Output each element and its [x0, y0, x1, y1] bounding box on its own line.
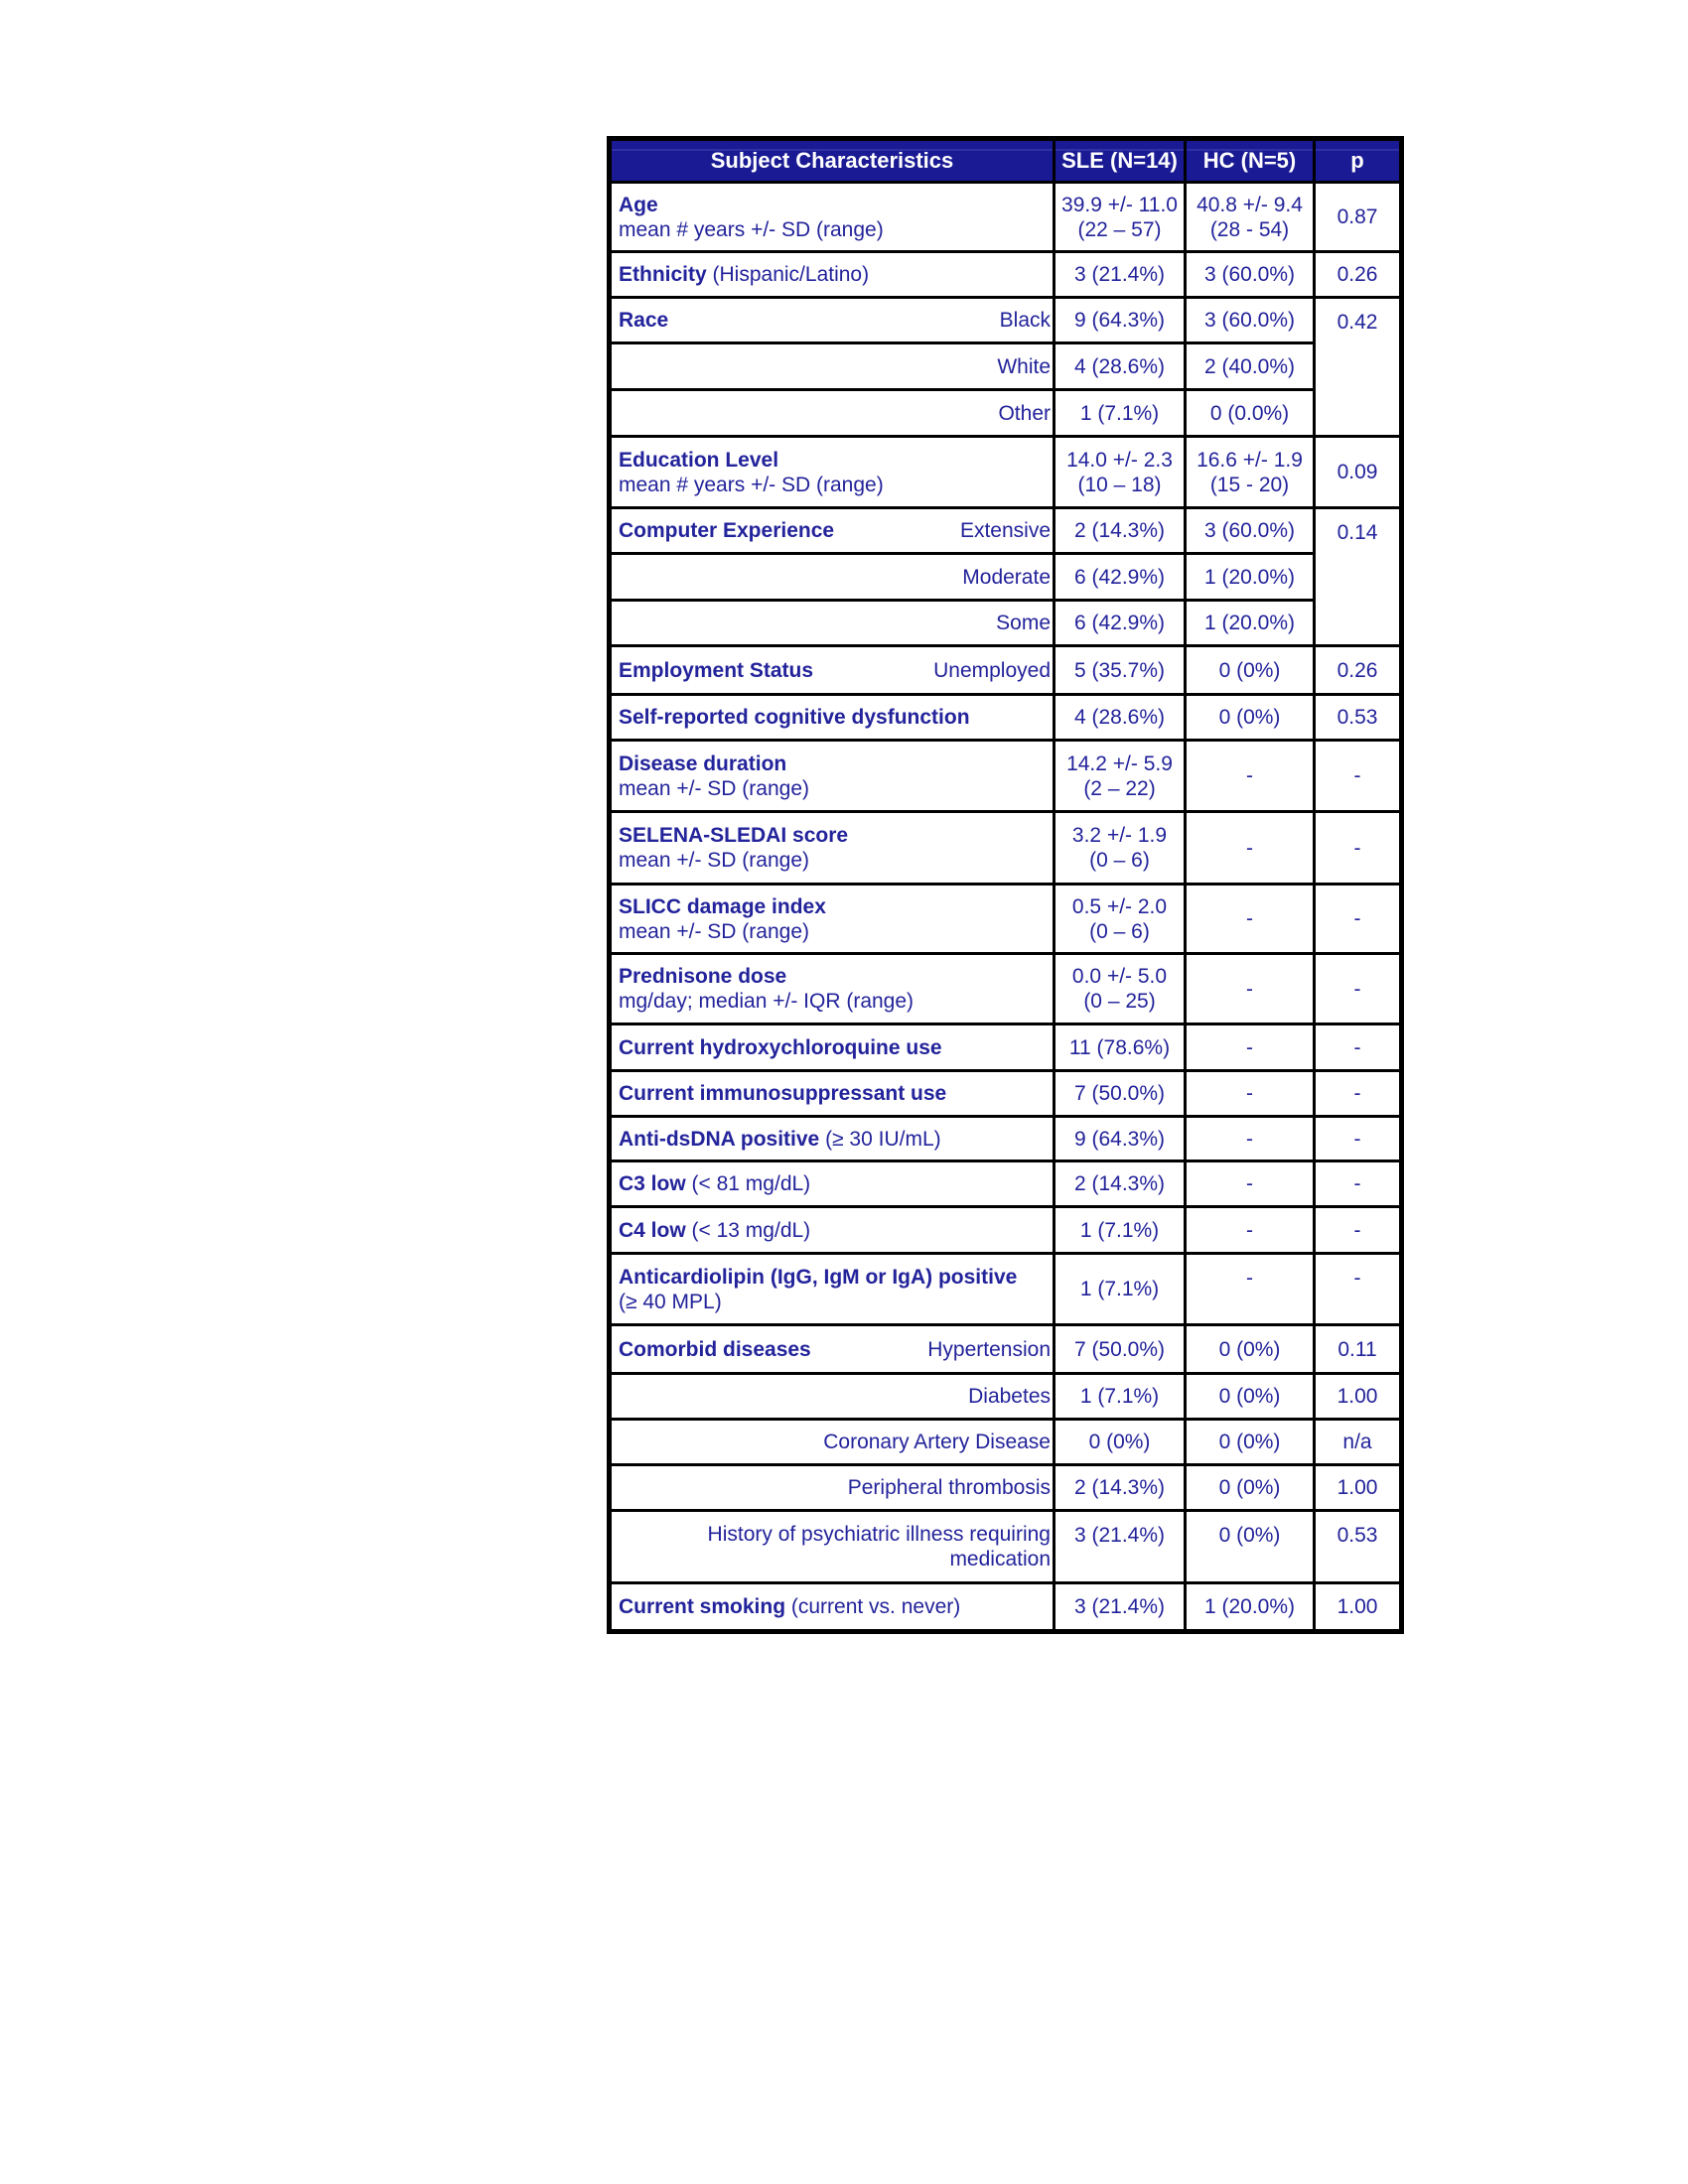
sle-value-cell: [1055, 646, 1186, 695]
cell-value: 3 (60.0%): [1203, 519, 1296, 542]
p-value-cell: [1315, 954, 1402, 1024]
row-label-cell: [610, 601, 1055, 646]
table-row: [610, 695, 1402, 741]
sle-value-cell: [1055, 1325, 1186, 1374]
table-row: [610, 741, 1402, 812]
header-p-value: p: [1315, 139, 1402, 183]
cell-value: 1 (20.0%): [1203, 1595, 1296, 1618]
p-value-cell: [1315, 1071, 1402, 1117]
p-value-cell: [1315, 885, 1402, 954]
sle-value-cell: [1055, 1254, 1186, 1325]
sle-value-cell: [1055, 1024, 1186, 1071]
table-row: [610, 554, 1402, 601]
row-sublabel: History of psychiatric illness requiring: [707, 1523, 1051, 1546]
cell-value: (0 – 25): [1083, 990, 1156, 1013]
row-label-cell: [610, 646, 1055, 695]
p-value-cell: [1315, 1024, 1402, 1071]
row-label: Current immunosuppressant use: [619, 1082, 947, 1105]
row-label-cell: [610, 1071, 1055, 1117]
cell-value: 14.2 +/- 5.9: [1066, 751, 1173, 775]
row-label-cell: [610, 1254, 1055, 1325]
sle-value-cell: [1055, 298, 1186, 343]
cell-value: (0 – 6): [1089, 849, 1150, 872]
cell-value: 0 (0%): [1218, 1431, 1281, 1453]
row-label-subtext: mean +/- SD (range): [619, 849, 809, 872]
cell-value: 2 (14.3%): [1073, 1172, 1166, 1195]
p-value: -: [1353, 1082, 1361, 1105]
p-value: 0.53: [1336, 706, 1378, 729]
cell-value: 9 (64.3%): [1073, 1127, 1166, 1151]
p-value-cell: [1315, 252, 1402, 298]
hc-value-cell: [1186, 695, 1315, 741]
row-sublabel: Moderate: [962, 565, 1051, 589]
hc-value-cell: [1186, 508, 1315, 554]
row-label: Current hydroxychloroquine use: [619, 1035, 942, 1059]
sle-value-cell: [1055, 1420, 1186, 1465]
cell-value: (28 - 54): [1209, 217, 1290, 241]
cell-value: 14.0 +/- 2.3: [1066, 448, 1173, 472]
cell-value: -: [1246, 1218, 1253, 1242]
table-row: [610, 508, 1402, 554]
table-body: [610, 183, 1402, 1632]
hc-value-cell: [1186, 343, 1315, 390]
cell-value: 4 (28.6%): [1073, 706, 1166, 729]
sle-value-cell: [1055, 252, 1186, 298]
row-label-cell: [610, 695, 1055, 741]
p-value-cell: [1315, 1583, 1402, 1632]
row-label: C4 low: [619, 1218, 686, 1242]
row-label: Race: [619, 309, 669, 332]
row-label-cell: [610, 508, 1055, 554]
row-label-cell: [610, 954, 1055, 1024]
hc-value-cell: [1186, 1325, 1315, 1374]
p-value: 0.26: [1336, 263, 1378, 286]
sle-value-cell: [1055, 812, 1186, 885]
hc-value-cell: [1186, 1420, 1315, 1465]
row-label-subtext: mean +/- SD (range): [619, 919, 809, 943]
p-value: -: [1353, 977, 1361, 1001]
table-row: [610, 1465, 1402, 1511]
cell-value: 0 (0.0%): [1209, 401, 1290, 425]
cell-value: -: [1246, 907, 1253, 930]
p-value-cell: [1315, 812, 1402, 885]
header-hc-group: HC (N=5): [1186, 139, 1315, 183]
row-label-cell: [610, 1583, 1055, 1632]
p-value-cell: [1315, 1207, 1402, 1254]
p-value: -: [1353, 1035, 1361, 1059]
hc-value-cell: [1186, 954, 1315, 1024]
p-value-cell: [1315, 183, 1402, 252]
table-row: [610, 1161, 1402, 1207]
cell-value: (15 - 20): [1209, 473, 1290, 496]
p-value: 0.11: [1337, 1337, 1377, 1361]
p-value-cell: [1315, 1254, 1402, 1325]
cell-value: -: [1246, 1035, 1253, 1059]
row-label: Disease duration: [619, 751, 787, 775]
cell-value: 5 (35.7%): [1073, 658, 1166, 682]
p-value: 1.00: [1336, 1476, 1378, 1499]
hc-value-cell: [1186, 1207, 1315, 1254]
p-value: -: [1353, 836, 1361, 860]
sle-value-cell: [1055, 554, 1186, 601]
cell-value: 0 (0%): [1218, 1524, 1281, 1547]
row-label: Comorbid diseases: [619, 1337, 811, 1361]
hc-value-cell: [1186, 1374, 1315, 1420]
row-label-subtext: mg/day; median +/- IQR (range): [619, 990, 914, 1013]
row-label-cell: [610, 885, 1055, 954]
table-row: [610, 1511, 1402, 1583]
cell-value: 9 (64.3%): [1073, 309, 1166, 332]
row-label: Anticardiolipin (IgG, IgM or IgA) positive: [619, 1265, 1018, 1289]
p-value: 1.00: [1336, 1595, 1378, 1618]
cell-value: 6 (42.9%): [1073, 612, 1166, 634]
table-row: [610, 1117, 1402, 1161]
hc-value-cell: [1186, 1071, 1315, 1117]
hc-value-cell: [1186, 601, 1315, 646]
row-label-cell: [610, 298, 1055, 343]
row-label-cell: [610, 183, 1055, 252]
cell-value: -: [1246, 764, 1253, 787]
p-value-cell: [1315, 437, 1402, 508]
hc-value-cell: [1186, 1583, 1315, 1632]
cell-value: 3.2 +/- 1.9: [1071, 824, 1168, 847]
row-label: Employment Status: [619, 658, 814, 682]
cell-value: (2 – 22): [1083, 776, 1156, 800]
row-label-subtext: mean # years +/- SD (range): [619, 473, 884, 496]
sle-value-cell: [1055, 885, 1186, 954]
sle-value-cell: [1055, 741, 1186, 812]
p-value: 0.14: [1336, 521, 1378, 544]
row-sublabel: White: [997, 354, 1051, 378]
cell-value: 1 (7.1%): [1079, 1218, 1160, 1242]
row-sublabel: Coronary Artery Disease: [823, 1431, 1051, 1453]
table-row: [610, 646, 1402, 695]
row-label-cell: [610, 1420, 1055, 1465]
row-label-note: (< 13 mg/dL): [685, 1218, 811, 1242]
row-label-cell: [610, 1325, 1055, 1374]
row-label: Age: [619, 193, 658, 216]
cell-value: 1 (20.0%): [1203, 565, 1296, 589]
p-value: 0.09: [1336, 461, 1378, 483]
table-row: [610, 183, 1402, 252]
sle-value-cell: [1055, 1161, 1186, 1207]
table-row: [610, 885, 1402, 954]
row-label-subtext: mean +/- SD (range): [619, 776, 809, 800]
cell-value: 1 (7.1%): [1079, 401, 1160, 425]
p-value: -: [1353, 1172, 1361, 1195]
row-sublabel: Extensive: [959, 519, 1051, 542]
row-label-cell: [610, 1161, 1055, 1207]
hc-value-cell: [1186, 554, 1315, 601]
cell-value: 39.9 +/- 11.0: [1061, 193, 1178, 216]
p-value: 0.53: [1336, 1524, 1378, 1547]
p-value-cell: [1315, 298, 1402, 437]
hc-value-cell: [1186, 437, 1315, 508]
p-value-cell: [1315, 508, 1402, 646]
table-row: [610, 252, 1402, 298]
row-sublabel: Unemployed: [933, 658, 1051, 682]
row-sublabel: Black: [999, 309, 1051, 332]
cell-value: (0 – 6): [1089, 919, 1150, 943]
cell-value: 11 (78.6%): [1068, 1035, 1171, 1059]
cell-value: 0 (0%): [1218, 706, 1281, 729]
cell-value: -: [1246, 1267, 1253, 1290]
sle-value-cell: [1055, 1583, 1186, 1632]
table-row: [610, 1325, 1402, 1374]
cell-value: 1 (7.1%): [1079, 1385, 1160, 1408]
row-label-note: (Hispanic/Latino): [706, 263, 870, 286]
row-label-note: (current vs. never): [785, 1595, 961, 1618]
table-row: [610, 437, 1402, 508]
row-label-cell: [610, 1117, 1055, 1161]
row-sublabel: Hypertension: [927, 1337, 1051, 1361]
sle-value-cell: [1055, 508, 1186, 554]
table-row: [610, 1374, 1402, 1420]
p-value-cell: [1315, 1374, 1402, 1420]
cell-value: 6 (42.9%): [1073, 565, 1166, 589]
row-label-cell: [610, 554, 1055, 601]
sle-value-cell: [1055, 1374, 1186, 1420]
table-row: [610, 1071, 1402, 1117]
cell-value: 3 (60.0%): [1203, 309, 1296, 332]
row-label-subtext: mean # years +/- SD (range): [619, 217, 884, 241]
row-sublabel: medication: [949, 1548, 1051, 1570]
cell-value: 1 (7.1%): [1079, 1278, 1160, 1300]
table-row: [610, 298, 1402, 343]
cell-value: 3 (21.4%): [1073, 1524, 1166, 1547]
cell-value: -: [1246, 1082, 1253, 1105]
cell-value: 0 (0%): [1088, 1431, 1151, 1453]
table-row: [610, 1024, 1402, 1071]
p-value-cell: [1315, 1420, 1402, 1465]
sle-value-cell: [1055, 601, 1186, 646]
p-value: -: [1353, 907, 1361, 930]
p-value: -: [1353, 764, 1361, 787]
cell-value: 0 (0%): [1218, 1337, 1281, 1361]
row-label-cell: [610, 390, 1055, 437]
cell-value: 1 (20.0%): [1203, 612, 1296, 634]
header-subject-characteristics: Subject Characteristics: [610, 139, 1055, 183]
p-value-cell: [1315, 1465, 1402, 1511]
cell-value: -: [1246, 977, 1253, 1001]
row-sublabel: Peripheral thrombosis: [847, 1476, 1051, 1499]
p-value: n/a: [1342, 1431, 1372, 1453]
table-row: [610, 601, 1402, 646]
hc-value-cell: [1186, 1511, 1315, 1583]
hc-value-cell: [1186, 812, 1315, 885]
cell-value: 2 (14.3%): [1073, 1476, 1166, 1499]
row-label-cell: [610, 1374, 1055, 1420]
subject-characteristics-table: [607, 136, 1404, 1634]
cell-value: 16.6 +/- 1.9: [1196, 448, 1303, 472]
p-value-cell: [1315, 1117, 1402, 1161]
sle-value-cell: [1055, 1207, 1186, 1254]
cell-value: 0 (0%): [1218, 658, 1281, 682]
cell-value: 40.8 +/- 9.4: [1196, 193, 1303, 216]
cell-value: 3 (21.4%): [1073, 263, 1166, 286]
hc-value-cell: [1186, 885, 1315, 954]
row-label: C3 low: [619, 1172, 686, 1195]
cell-value: 7 (50.0%): [1073, 1337, 1166, 1361]
p-value: 1.00: [1336, 1385, 1378, 1408]
table-row: [610, 343, 1402, 390]
row-label-cell: [610, 437, 1055, 508]
row-label-cell: [610, 1207, 1055, 1254]
p-value-cell: [1315, 741, 1402, 812]
p-value: -: [1353, 1127, 1361, 1151]
cell-value: 7 (50.0%): [1073, 1082, 1166, 1105]
row-label: Anti-dsDNA positive: [619, 1127, 820, 1151]
sle-value-cell: [1055, 1465, 1186, 1511]
cell-value: -: [1246, 1172, 1253, 1195]
p-value-cell: [1315, 1161, 1402, 1207]
row-label-cell: [610, 1511, 1055, 1583]
sle-value-cell: [1055, 183, 1186, 252]
cell-value: 0.0 +/- 5.0: [1071, 965, 1168, 988]
hc-value-cell: [1186, 1465, 1315, 1511]
cell-value: 2 (14.3%): [1073, 519, 1166, 542]
p-value: 0.87: [1336, 205, 1378, 228]
hc-value-cell: [1186, 298, 1315, 343]
cell-value: -: [1246, 1127, 1253, 1151]
cell-value: -: [1246, 836, 1253, 860]
row-label-cell: [610, 343, 1055, 390]
row-sublabel: Other: [998, 401, 1051, 425]
hc-value-cell: [1186, 1024, 1315, 1071]
sle-value-cell: [1055, 1071, 1186, 1117]
cell-value: 4 (28.6%): [1073, 354, 1166, 378]
row-label: SLICC damage index: [619, 894, 826, 918]
row-label: Computer Experience: [619, 519, 835, 542]
p-value-cell: [1315, 695, 1402, 741]
table-row: [610, 1254, 1402, 1325]
row-label: SELENA-SLEDAI score: [619, 824, 849, 847]
hc-value-cell: [1186, 1161, 1315, 1207]
hc-value-cell: [1186, 252, 1315, 298]
cell-value: 0 (0%): [1218, 1385, 1281, 1408]
table-row: [610, 812, 1402, 885]
p-value: -: [1353, 1267, 1361, 1290]
row-sublabel: Some: [996, 612, 1051, 634]
cell-value: (10 – 18): [1077, 473, 1162, 496]
sle-value-cell: [1055, 954, 1186, 1024]
table-row: [610, 1583, 1402, 1632]
header-sle-group: SLE (N=14): [1055, 139, 1186, 183]
sle-value-cell: [1055, 1511, 1186, 1583]
p-value: -: [1353, 1218, 1361, 1242]
p-value: 0.26: [1336, 658, 1378, 682]
row-label: Ethnicity: [619, 263, 707, 286]
hc-value-cell: [1186, 646, 1315, 695]
p-value: 0.42: [1336, 311, 1378, 334]
row-label-cell: [610, 812, 1055, 885]
table-row: [610, 954, 1402, 1024]
cell-value: 3 (21.4%): [1073, 1595, 1166, 1618]
row-label-subtext: (≥ 40 MPL): [619, 1290, 722, 1313]
row-sublabel: Diabetes: [968, 1385, 1051, 1408]
row-label-note: (< 81 mg/dL): [685, 1172, 811, 1195]
row-label: Self-reported cognitive dysfunction: [619, 706, 970, 729]
hc-value-cell: [1186, 1254, 1315, 1325]
table-header-row: [610, 139, 1402, 183]
row-label-cell: [610, 1465, 1055, 1511]
p-value-cell: [1315, 646, 1402, 695]
row-label: Prednisone dose: [619, 965, 787, 988]
cell-value: 0.5 +/- 2.0: [1071, 894, 1168, 918]
sle-value-cell: [1055, 390, 1186, 437]
table-row: [610, 1420, 1402, 1465]
hc-value-cell: [1186, 390, 1315, 437]
hc-value-cell: [1186, 1117, 1315, 1161]
cell-value: 0 (0%): [1218, 1476, 1281, 1499]
cell-value: (22 – 57): [1077, 217, 1162, 241]
table-row: [610, 390, 1402, 437]
cell-value: 3 (60.0%): [1203, 263, 1296, 286]
cell-value: 2 (40.0%): [1203, 354, 1296, 378]
p-value-cell: [1315, 1511, 1402, 1583]
sle-value-cell: [1055, 695, 1186, 741]
row-label-cell: [610, 1024, 1055, 1071]
row-label-cell: [610, 252, 1055, 298]
sle-value-cell: [1055, 343, 1186, 390]
sle-value-cell: [1055, 437, 1186, 508]
table-row: [610, 1207, 1402, 1254]
p-value-cell: [1315, 1325, 1402, 1374]
sle-value-cell: [1055, 1117, 1186, 1161]
row-label-note: (≥ 30 IU/mL): [819, 1127, 941, 1151]
row-label: Education Level: [619, 448, 779, 472]
hc-value-cell: [1186, 741, 1315, 812]
hc-value-cell: [1186, 183, 1315, 252]
row-label: Current smoking: [619, 1595, 786, 1618]
row-label-cell: [610, 741, 1055, 812]
